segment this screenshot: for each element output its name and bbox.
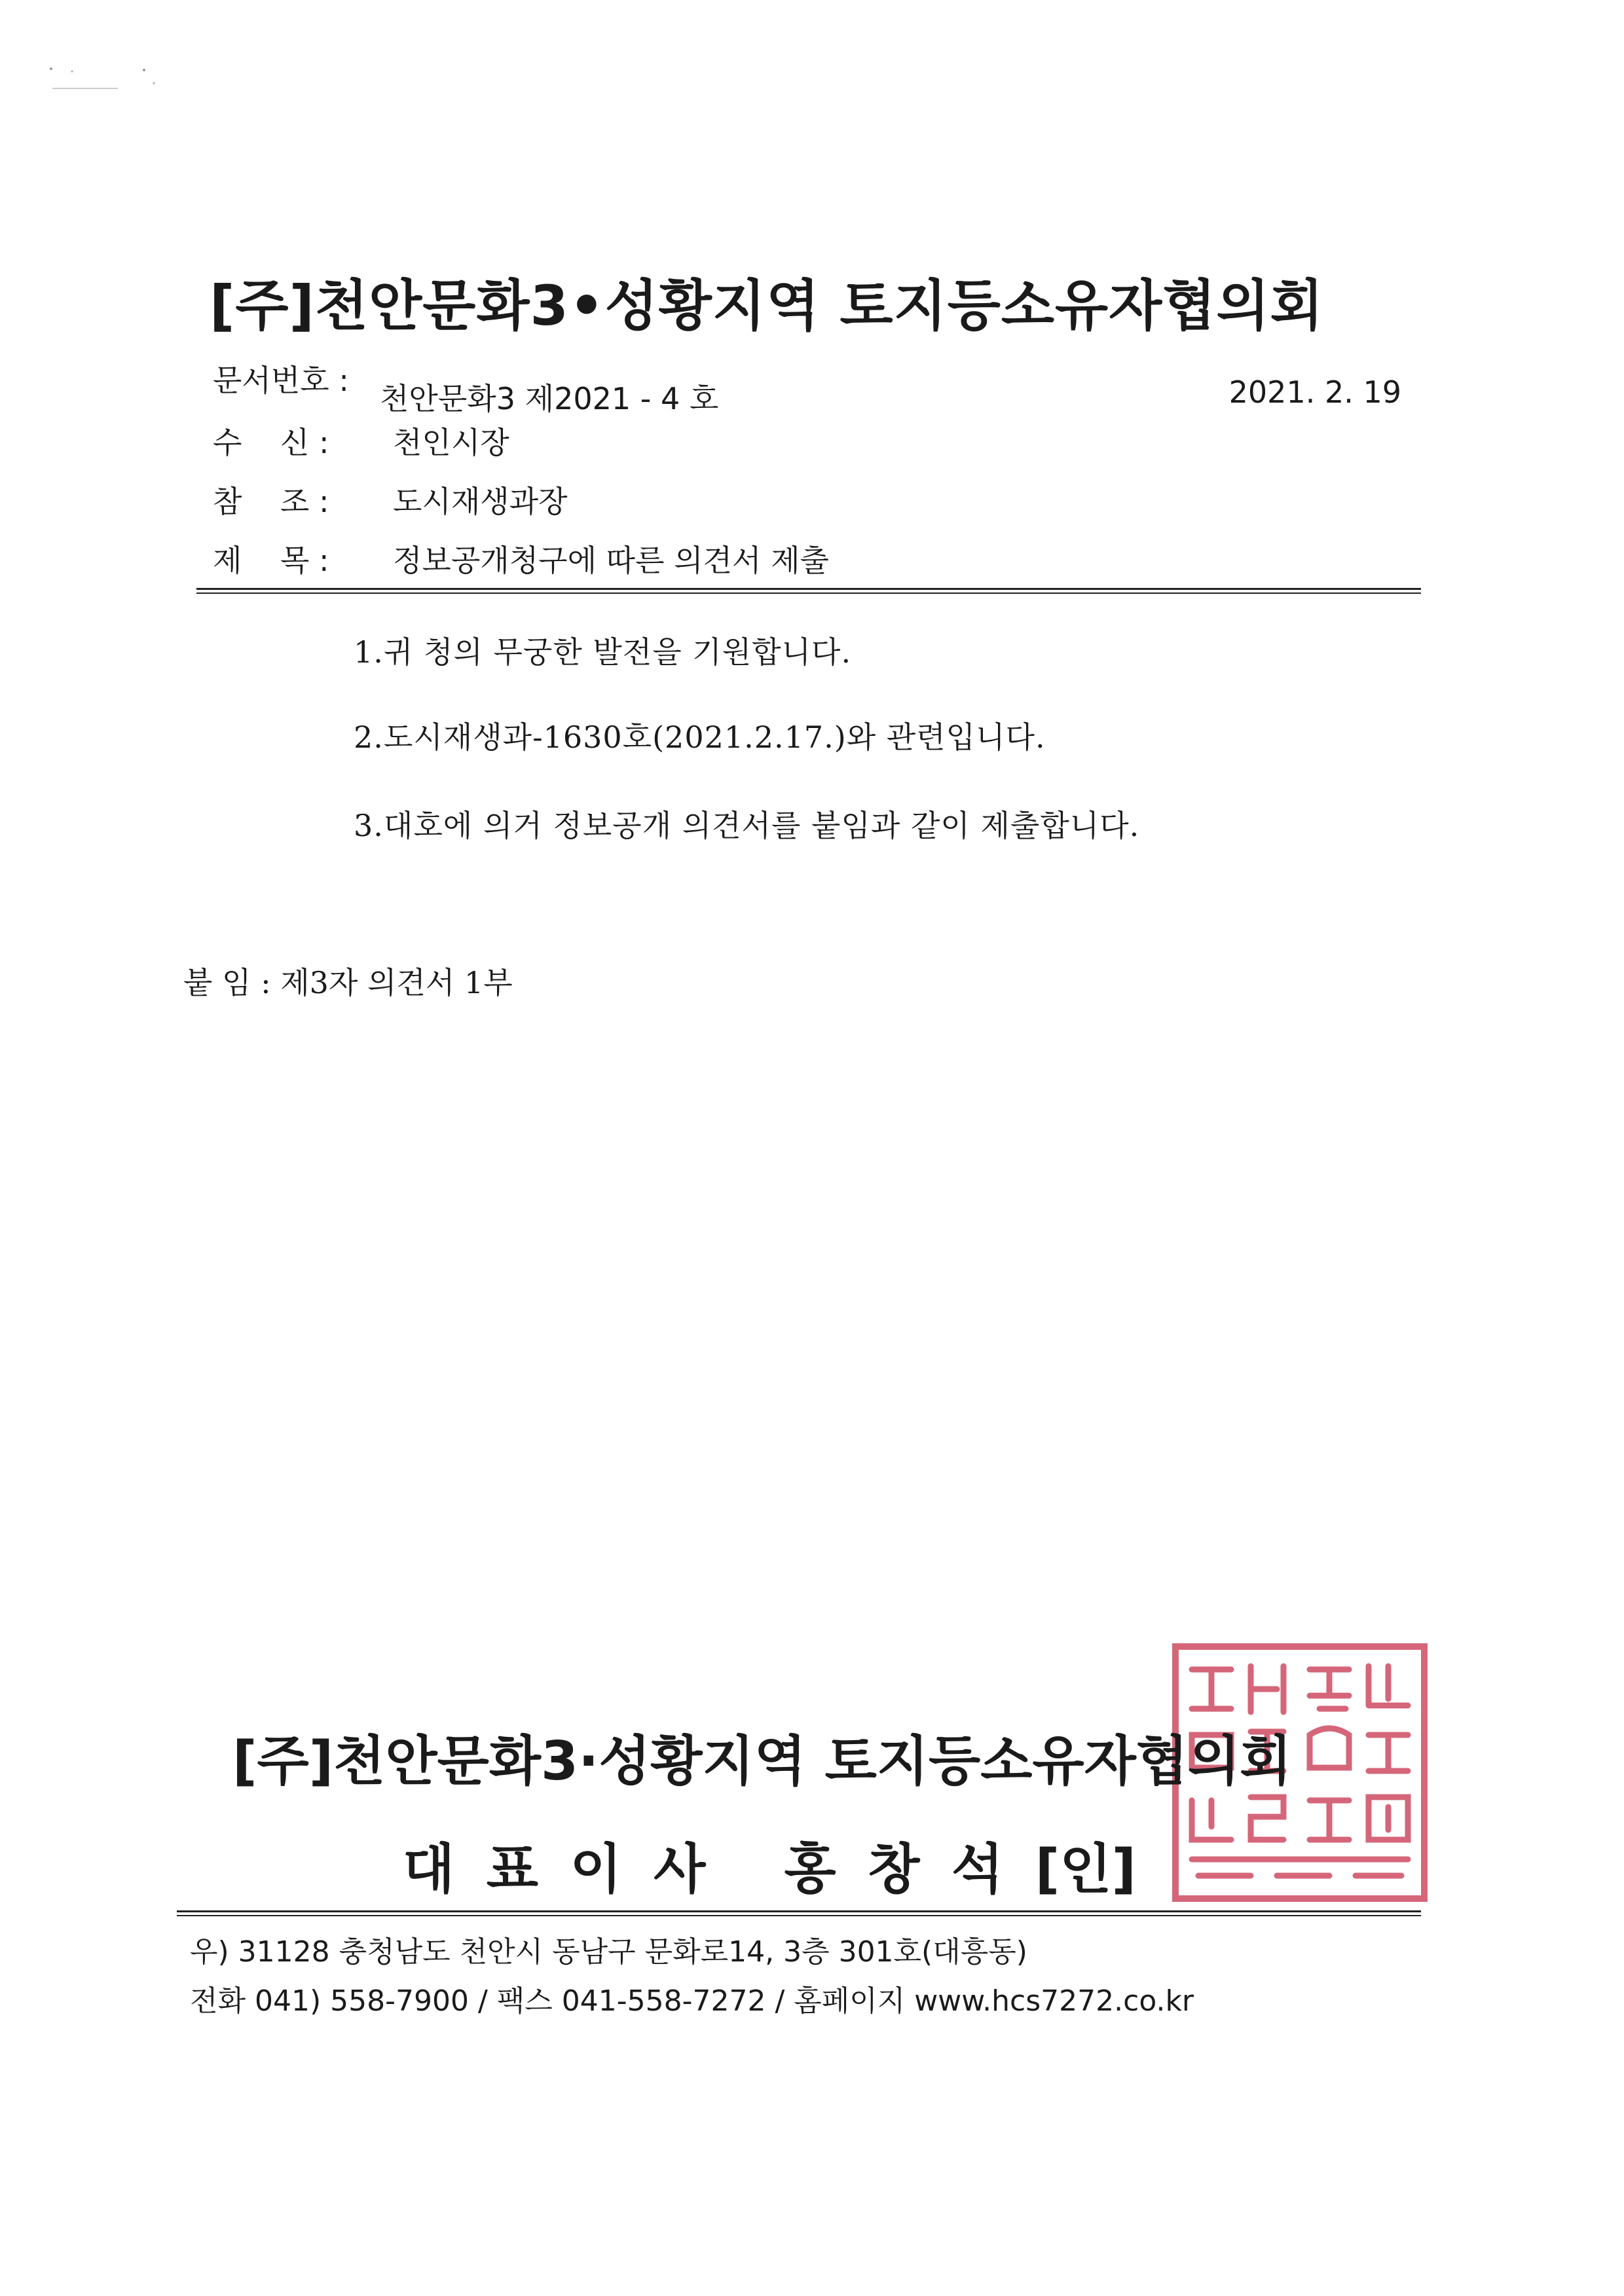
body-paragraph-1: 1.귀 청의 무궁한 발전을 기원합니다. <box>354 634 852 670</box>
doc-number-label: 문서번호 : <box>213 363 349 398</box>
signature-line <box>403 1827 1136 1903</box>
reference-value: 도시재생과장 <box>393 484 568 519</box>
reference-label: 참 조 : <box>213 484 329 519</box>
footer-divider <box>177 1910 1421 1916</box>
footer-address: 우) 31128 충청남도 천안시 동남구 문화로14, 3층 301호(대흥동) <box>190 1935 1027 1969</box>
scan-specks-decoration <box>46 62 177 101</box>
subject-value: 정보공개청구에 따른 의견서 제출 <box>393 543 829 578</box>
attachment-line: 붙 임 : 제3자 의견서 1부 <box>183 965 513 1000</box>
doc-number-row <box>213 357 719 416</box>
reference-row <box>213 478 568 521</box>
header-divider <box>196 588 1421 594</box>
representative-name: 홍 창 석 [인] <box>784 1838 1136 1901</box>
doc-number-value: 천안문화3 제2021 - 4 호 <box>380 381 719 416</box>
representative-title: 대 표 이 사 <box>403 1838 706 1901</box>
body-paragraph-3: 3.대호에 의거 정보공개 의견서를 붙임과 같이 제출합니다. <box>354 808 1140 843</box>
footer-contact: 전화 041) 558-7900 / 팩스 041-558-7272 / 홈페이지 www.hcs7272.co.kr <box>190 1984 1194 2018</box>
subject-row <box>213 537 829 580</box>
recipient-value: 천인시장 <box>393 425 509 460</box>
recipient-row <box>213 419 509 462</box>
signature-organization: [주]천안문화3·성황지역 토지등소유자협의회 <box>232 1730 1292 1793</box>
document-header-title: [주]천안문화3•성황지역 토지등소유자협의회 <box>210 274 1324 338</box>
document-date: 2021. 2. 19 <box>1228 374 1401 410</box>
subject-label: 제 목 : <box>213 543 329 578</box>
recipient-label: 수 신 : <box>213 425 329 460</box>
body-paragraph-2: 2.도시재생과-1630호(2021.2.17.)와 관련입니다. <box>354 720 1046 755</box>
